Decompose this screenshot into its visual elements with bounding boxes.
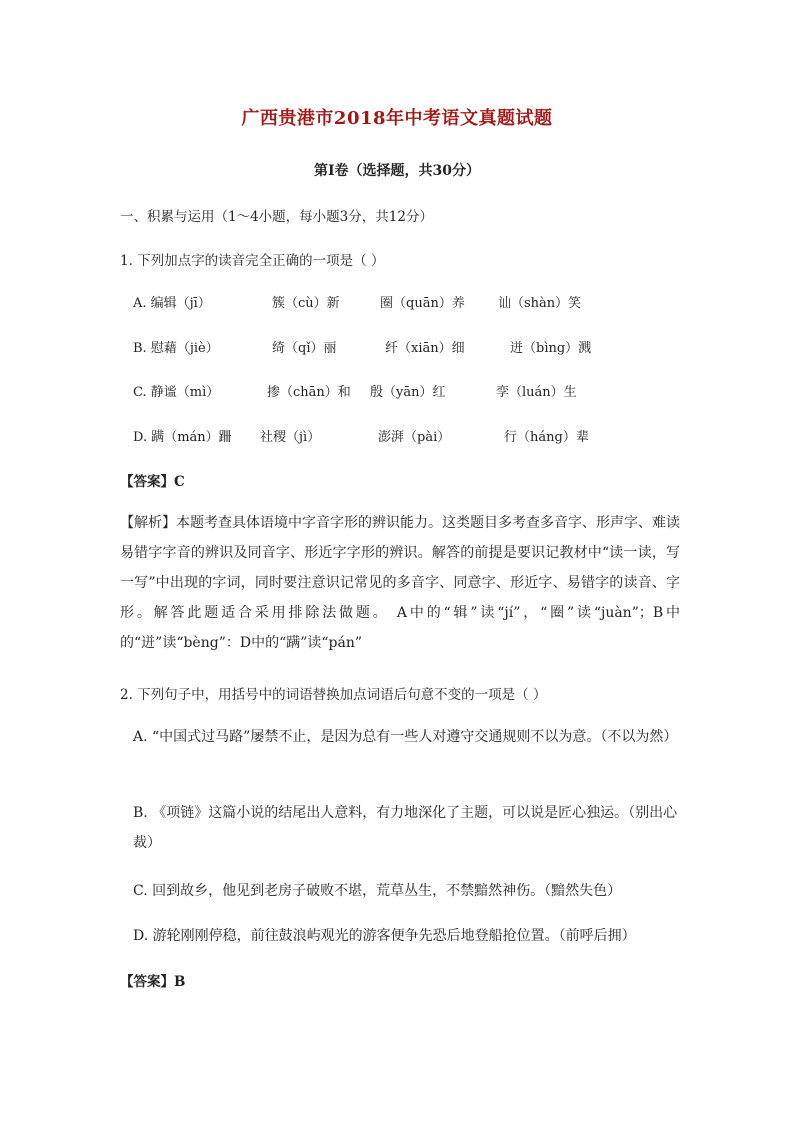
q1-option-d-label: D. 蹒（mán）跚: [133, 430, 232, 445]
q1-option-a-item: 簇（cù）新: [272, 296, 340, 311]
q1-option-d-item: 澎湃（pài）: [378, 430, 451, 445]
q1-option-b-item: 迸（bìng）溅: [510, 341, 592, 356]
q1-option-a-item: 圈（quān）养: [380, 296, 465, 311]
page-title: 广西贵港市2018年中考语文真题试题: [241, 108, 553, 129]
q2-option-b: B. 《项链》这篇小说的结尾出人意料，有力地深化了主题，可以说是匠心独运。（别出心裁）: [133, 805, 678, 851]
q1-option-d-item: 行（háng）辈: [504, 430, 589, 445]
section-heading: 一、积累与运用（1～4小题，每小题3分，共12分）: [120, 209, 433, 225]
q1-answer: 【答案】C: [120, 474, 185, 490]
q1-option-a-item: 讪（shàn）笑: [498, 296, 582, 311]
q1-option-c-item: 孪（luán）生: [496, 385, 577, 400]
q1-option-b-label: B. 慰藉（jiè）: [133, 341, 219, 356]
q2-option-d: D. 游轮刚刚停稳，前往鼓浪屿观光的游客便争先恐后地登船抢位置。（前呼后拥）: [133, 928, 636, 944]
q2-option-a: A. “中国式过马路”屡禁不止，是因为总有一些人对遵守交通规则不以为意。（不以为然）: [133, 729, 678, 745]
q1-option-b-item: 绮（qǐ）丽: [272, 341, 337, 356]
q1-option-d-item: 社稷（jì）: [260, 430, 321, 445]
q1-option-c-item: 殷（yān）红: [370, 385, 446, 400]
q1-option-b-item: 纤（xiān）细: [385, 341, 465, 356]
q1-option-c-label: C. 静谧（mì）: [133, 385, 220, 400]
q1-analysis: 【解析】本题考查具体语境中字音字形的辨识能力。这类题目多考查多音字、形声字、难读易错字字音的辨识及同音字、形近字字形的辨识。解答的前提是要识记教材中“读一读，写一写”中出现的字词，同时要注意识记常见的多音字、同意字、形近字、易错字的读音、字形。解答此题适合采用排除法做题。 A中的“辑”读“jí”，“圈”读“juàn”；B中的“迸”读“bèng”：D中的“蹒”读“pán”: [120, 515, 680, 651]
q2-option-c: C. 回到故乡，他见到老房子破败不堪，荒草丛生，不禁黯然神伤。（黯然失色）: [133, 883, 622, 899]
q2-answer: 【答案】B: [120, 974, 186, 990]
question-2-stem: 2. 下列句子中，用括号中的词语替换加点词语后句意不变的一项是（ ）: [120, 687, 547, 703]
q1-option-c-item: 掺（chān）和: [267, 385, 351, 400]
question-1-stem: 1. 下列加点字的读音完全正确的一项是（ ）: [120, 253, 385, 269]
section-title: 第Ⅰ卷（选择题，共30分）: [313, 163, 481, 179]
q1-option-a-label: A. 编辑（jī）: [133, 296, 211, 311]
